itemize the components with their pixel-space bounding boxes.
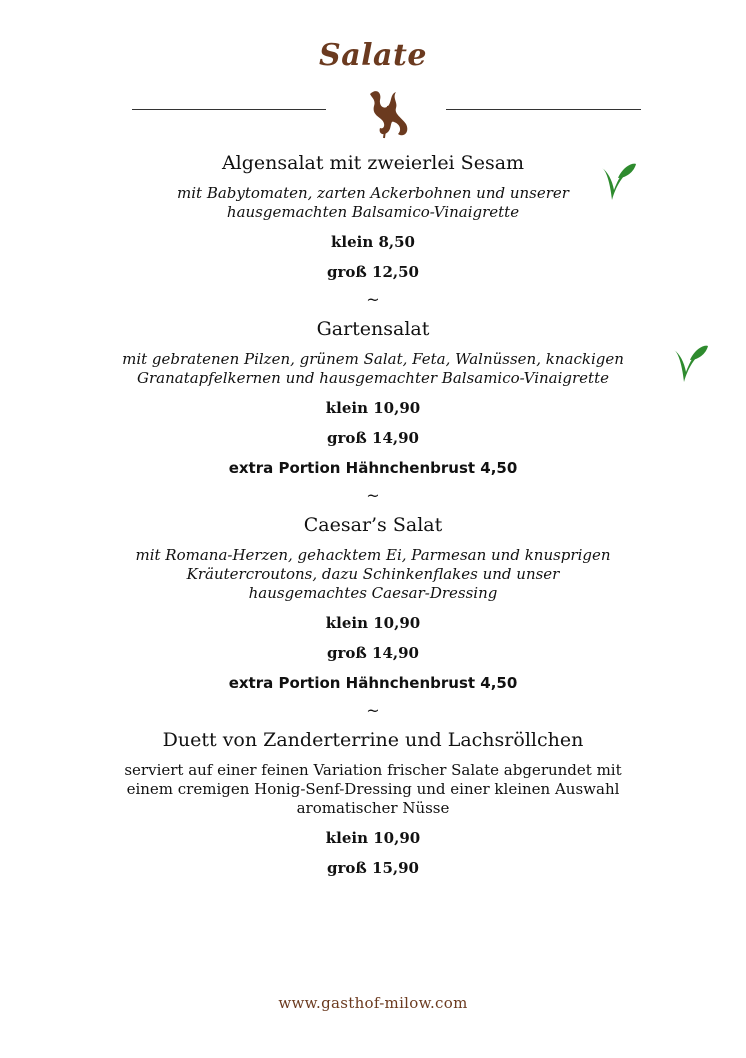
price-small: klein 10,90 [325,399,421,417]
separator: ~ [366,290,380,309]
dish-description [0,546,746,603]
price-small: klein 10,90 [325,829,421,847]
dish-caesar [0,512,746,693]
dish-description [0,350,746,388]
dish-description-line: hausgemachtes Caesar-Dressing [248,584,498,602]
divider-left [132,109,326,110]
dish-name: Algensalat mit zweierlei Sesam [221,152,525,174]
website-link[interactable]: www.gasthof-milow.com [278,994,468,1012]
price-extra: extra Portion Hähnchenbrust 4,50 [228,674,518,692]
divider-right [446,109,641,110]
dish-description-line: hausgemachten Balsamico-Vinaigrette [226,203,520,221]
separator: ~ [366,486,380,505]
dish-algensalat [0,150,746,282]
dish-description-line: mit Babytomaten, zarten Ackerbohnen und unserer [177,184,569,202]
dish-description-line: aromatischer Nüsse [296,799,450,817]
dish-description-line: Kräutercroutons, dazu Schinkenflakes und unser [186,565,560,583]
separator: ~ [366,701,380,720]
page-title: Salate [319,38,427,73]
dish-duett [0,727,746,878]
price-small: klein 8,50 [331,233,415,251]
dish-description-line: mit Romana-Herzen, gehacktem Ei, Parmesan und knusprigen [135,546,611,564]
dish-description [0,761,746,818]
price-large: groß 12,50 [327,263,419,281]
dish-description-line: mit gebratenen Pilzen, grünem Salat, Feta, Walnüssen, knackigen [122,350,624,368]
leaf-ornament-icon [362,84,414,142]
dish-description-line: einem cremigen Honig-Senf-Dressing und einer kleinen Auswahl [126,780,620,798]
dish-description [0,184,746,222]
price-extra: extra Portion Hähnchenbrust 4,50 [228,459,518,477]
dish-gartensalat [0,316,746,478]
dish-description-line: Granatapfelkernen und hausgemachter Balsamico-Vinaigrette [137,369,609,387]
dish-description-line: serviert auf einer feinen Variation frischer Salate abgerundet mit [124,761,622,779]
price-large: groß 14,90 [327,429,419,447]
price-large: groß 15,90 [327,859,419,877]
price-large: groß 14,90 [327,644,419,662]
price-small: klein 10,90 [325,614,421,632]
menu-list [0,150,746,888]
dish-name: Duett von Zanderterrine und Lachsröllchen [162,729,584,751]
dish-name: Gartensalat [316,318,430,340]
dish-name: Caesar’s Salat [303,514,443,536]
